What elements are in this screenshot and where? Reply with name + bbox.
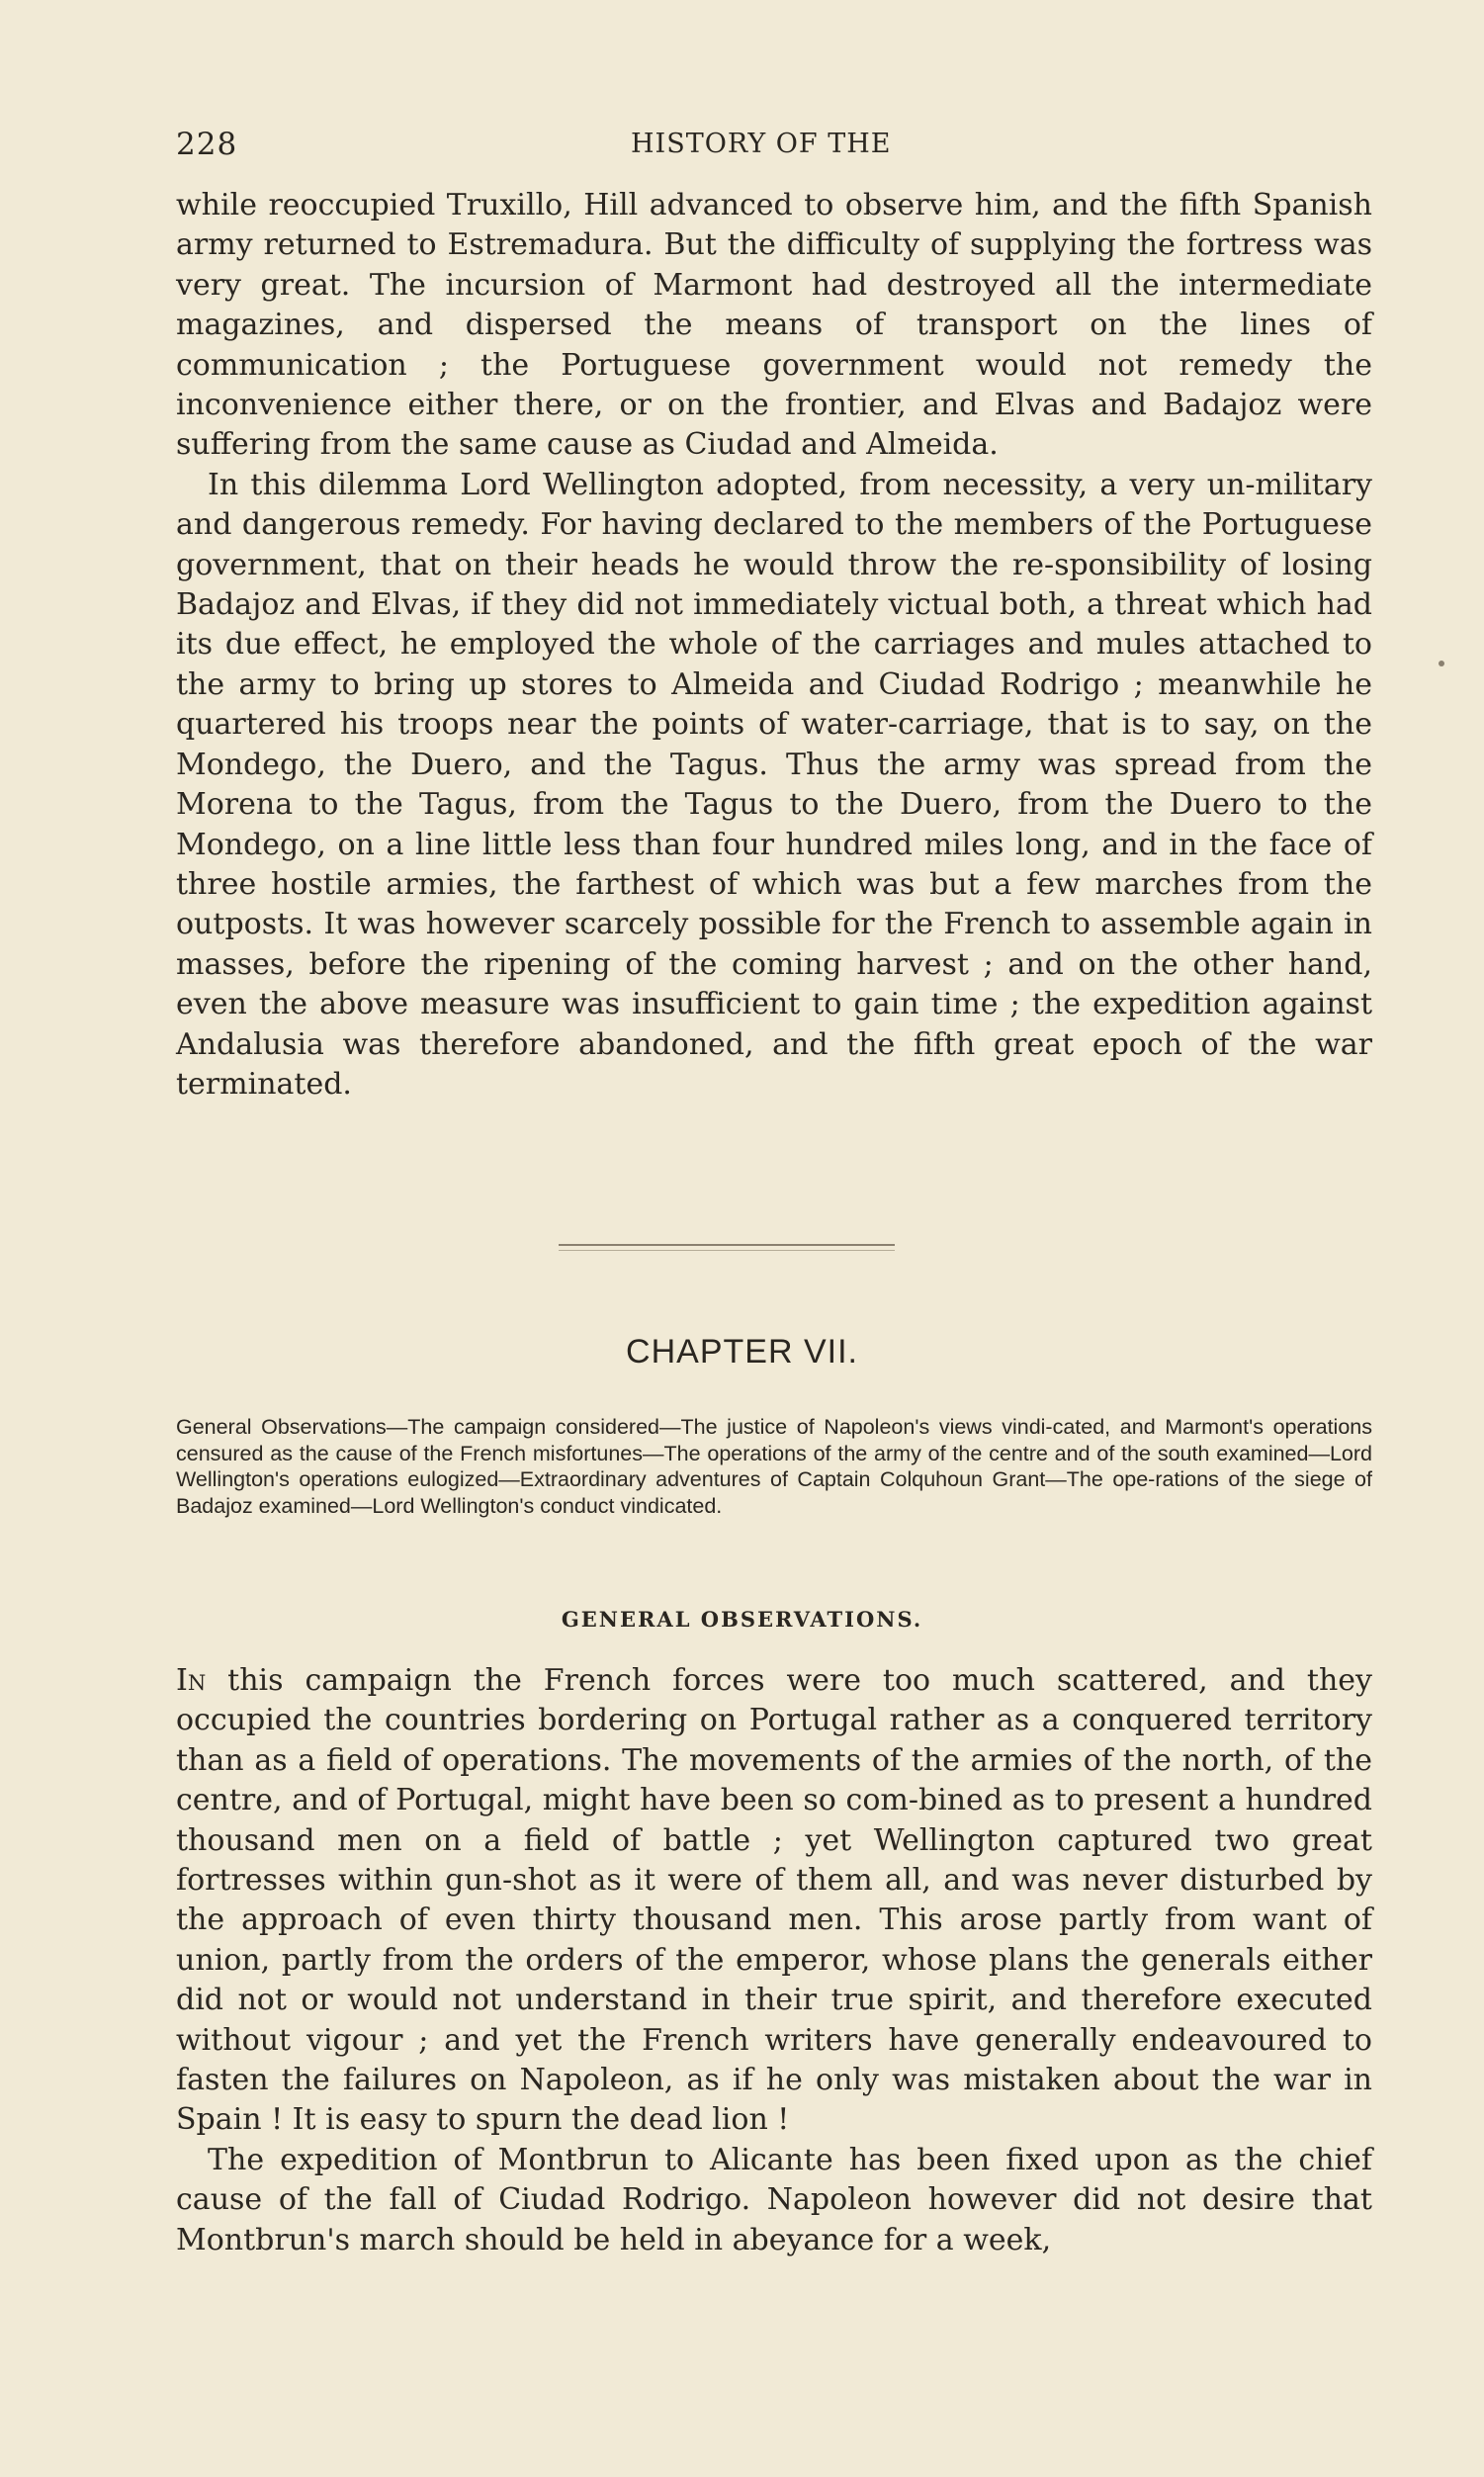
previous-chapter-text bbox=[176, 186, 1372, 1105]
chapter-divider bbox=[559, 1244, 895, 1246]
paragraph: In this dilemma Lord Wellington adopted, from necessity, a very un-military and dangerous remedy. For having declared to the members of the Portuguese government, that on their heads he would throw the re-sponsibility of losing Badajoz and Elvas, if they did not immediately victual both, a threat which had its due effect, he employed the whole of the carriages and mules attached to the army to bring up stores to Almeida and Ciudad Rodrigo ; meanwhile he quartered his troops near the points of water-carriage, that is to say, on the Mondego, the Duero, and the Tagus. Thus the army was spread from the Morena to the Tagus, from the Tagus to the Duero, from the Duero to the Mondego, on a line little less than four hundred miles long, and in the face of three hostile armies, the farthest of which was but a few marches from the outposts. It was however scarcely possible for the French to assemble again in masses, before the ripening of the coming harvest ; and on the other hand, even the above measure was insufficient to gain time ; the expedition against Andalusia was therefore abandoned, and the fifth great epoch of the war terminated. bbox=[176, 467, 1372, 1102]
section-title: GENERAL OBSERVATIONS. bbox=[561, 1607, 923, 1632]
paragraph: The expedition of Montbrun to Alicante has been fixed upon as the chief cause of the fall of Ciudad Rodrigo. Napoleon however did not desire that Montbrun's march should be held in abeyance for a week, bbox=[176, 2142, 1372, 2257]
page-header bbox=[176, 127, 1372, 166]
paragraph-text: this campaign the French forces were too much scattered, and they occupied the countries bordering on Portugal rather as a conquered territory than as a field of operations. The movements of the armies of the north, of the centre, and of Portugal, might have been so com-bined as to present a hundred thousand men on a field of battle ; yet Wellington captured two great fortresses within gun-shot as it were of them all, and was never disturbed by the approach of even thirty thousand men. This arose partly from want of union, partly from the orders of the emperor, whose plans the generals either did not or would not understand in their true spirit, and therefore executed without vigour ; and yet the French writers have generally endeavoured to fasten the failures on Napoleon, as if he only was mistaken about the war in Spain ! It is easy to spurn the dead lion ! bbox=[176, 1663, 1372, 2138]
chapter-divider-thin bbox=[559, 1250, 895, 1251]
ink-speck bbox=[1439, 661, 1444, 666]
chapter-title: CHAPTER VII. bbox=[626, 1333, 858, 1371]
paragraph: while reoccupied Truxillo, Hill advanced to observe him, and the fifth Spanish army returned to Estremadura. But the difficulty of supplying the fortress was very great. The incursion of Marmont had destroyed all the intermediate magazines, and dispersed the means of transport on the lines of communication ; the Portuguese government would not remedy the inconvenience either there, or on the frontier, and Elvas and Badajoz were suffering from the same cause as Ciudad and Almeida. bbox=[176, 188, 1372, 463]
chapter-text bbox=[176, 1661, 1372, 2260]
page-number: 228 bbox=[176, 127, 238, 162]
paragraph bbox=[176, 1661, 1372, 2141]
running-head: HISTORY OF THE bbox=[631, 129, 892, 159]
drop-word: In bbox=[176, 1663, 207, 1698]
chapter-summary: General Observations—The campaign considered—The justice of Napoleon's views vindi-cated, and Marmont's operations censured as the cause of the French misfortunes—The operations of the army of the centre and of the south examined—Lord Wellington's operations eulogized—Extraordinary adventures of Captain Colquhoun Grant—The ope-rations of the siege of Badajoz examined—Lord Wellington's conduct vindicated. bbox=[176, 1415, 1372, 1518]
